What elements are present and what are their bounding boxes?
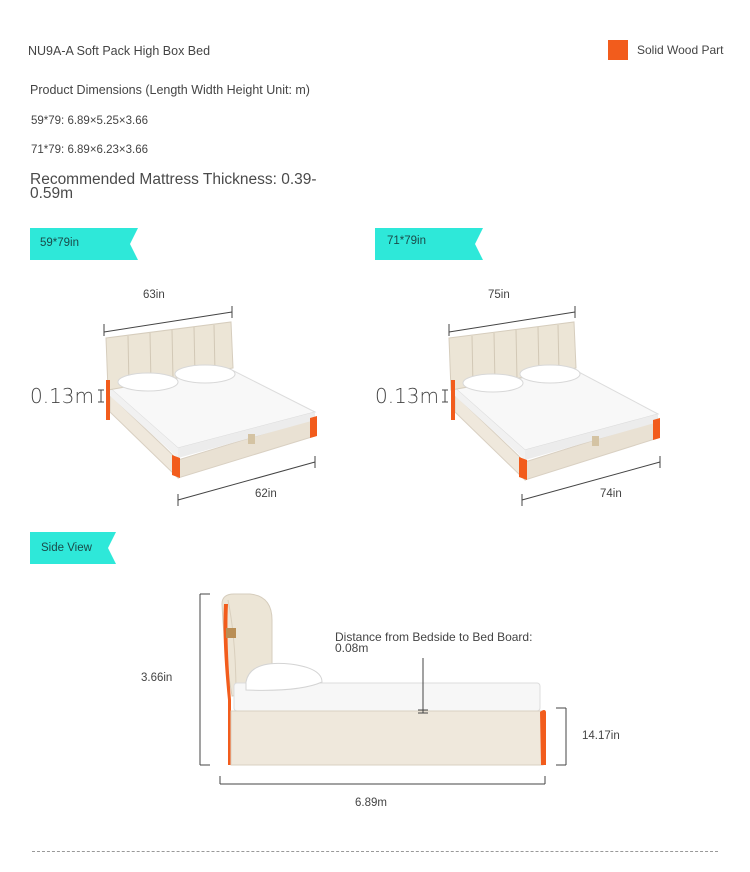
large-bottom-width: 74in: [600, 488, 622, 500]
large-top-width: 75in: [488, 289, 510, 301]
side-bed-height: 14.17in: [582, 730, 620, 742]
tag-side-label: Side View: [41, 542, 92, 554]
solid-wood-legend-label: Solid Wood Part: [637, 43, 724, 57]
dimension-line-small: 59*79: 6.89×5.25×3.66: [31, 115, 149, 127]
footer-divider: [32, 851, 718, 852]
dimension-line-large: 71*79: 6.89×6.23×3.66: [31, 144, 149, 156]
product-title: NU9A-A Soft Pack High Box Bed: [28, 44, 211, 58]
small-bottom-width: 62in: [255, 488, 277, 500]
mattress-thickness: Recommended Mattress Thickness: 0.39-0.59m: [30, 171, 317, 202]
side-headboard-height: 3.66in: [141, 672, 173, 684]
small-height: 0.13m: [30, 384, 95, 408]
bedside-distance-note: Distance from Bedside to Bed Board: 0.08m: [335, 630, 533, 655]
small-top-width: 63in: [143, 289, 165, 301]
tag-large-label: 71*79in: [387, 235, 427, 247]
dimensions-heading: Product Dimensions (Length Width Height Unit: m): [30, 83, 310, 97]
large-height: 0.13m: [375, 384, 440, 408]
side-length: 6.89m: [355, 797, 387, 809]
tag-small-label: 59*79in: [40, 237, 80, 249]
